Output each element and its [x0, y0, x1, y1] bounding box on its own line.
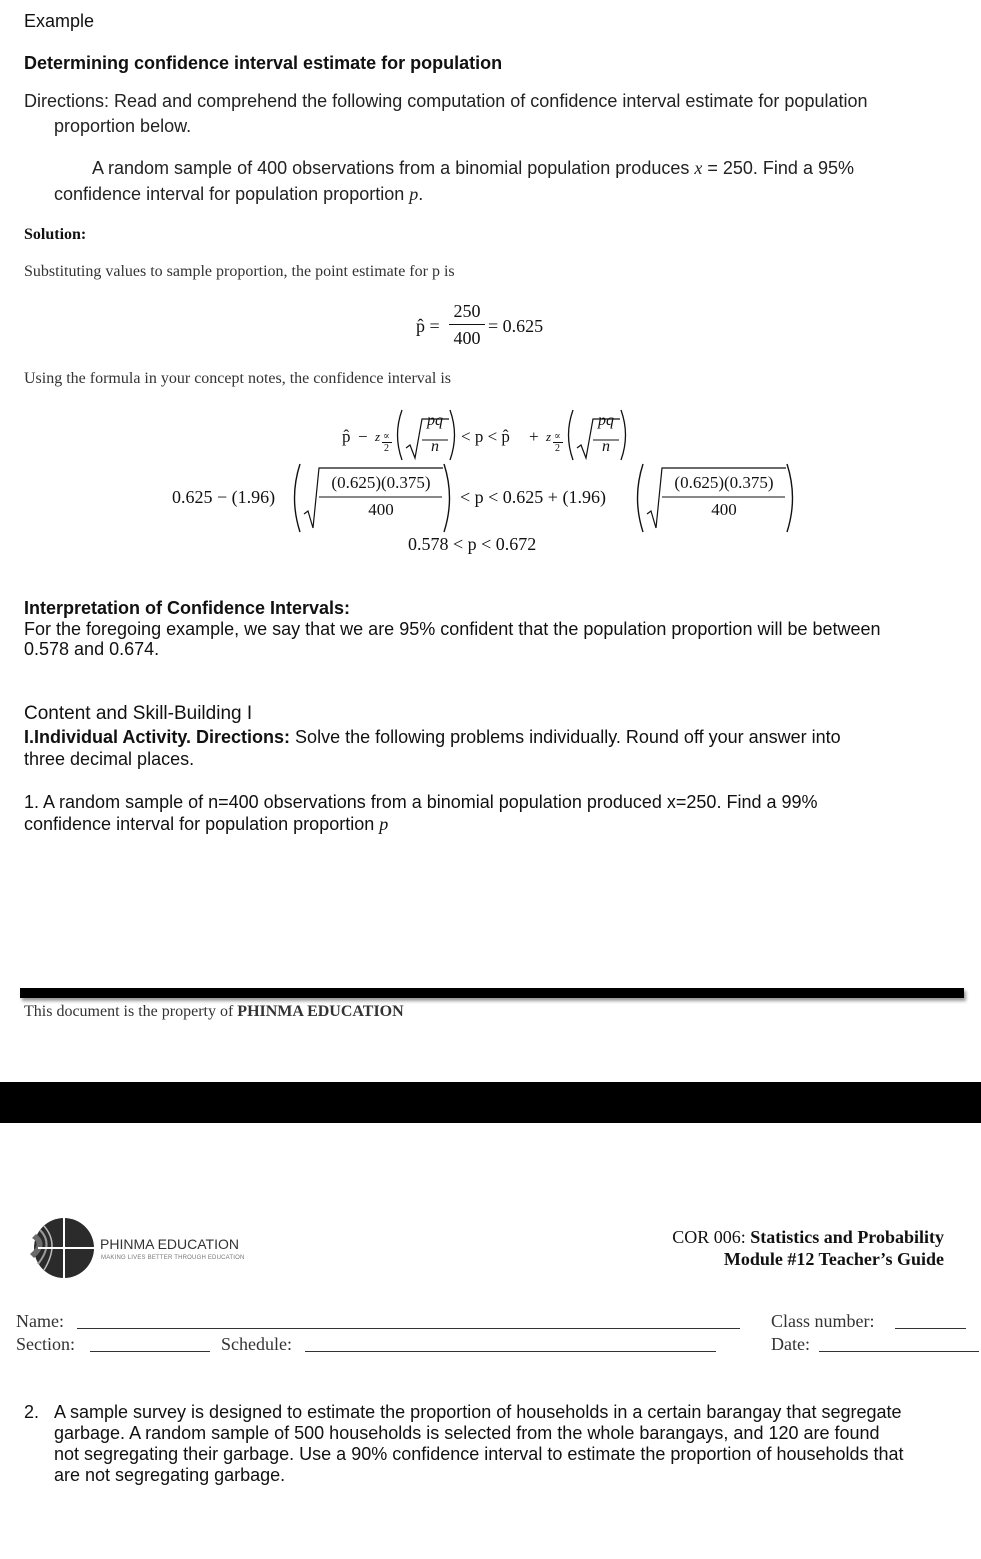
question2-line4: are not segregating garbage. — [54, 1465, 286, 1485]
solution-step2: Using the formula in your concept notes, the confidence interval is — [24, 370, 451, 387]
module-title: Module #12 Teacher’s Guide — [723, 1249, 944, 1269]
formula-pq-left: pq — [427, 412, 443, 429]
interpretation-title: Interpretation of Confidence Intervals: — [24, 598, 351, 618]
substitution-left-prefix: 0.625 − (1.96) — [172, 487, 276, 507]
substitution-denominator-right: 400 — [711, 500, 737, 519]
substitution-middle: < p < 0.625 + (1.96) — [460, 487, 606, 507]
question1-line1: 1. A random sample of n=400 observations from a binomial population produced x=250. Find a 99% — [24, 792, 818, 812]
example-label: Example — [24, 11, 95, 31]
page-separator — [0, 1082, 981, 1123]
phinma-logo-icon — [30, 1214, 94, 1282]
footer-text: This document is the property of PHINMA EDUCATION — [24, 1003, 404, 1020]
problem-line2: confidence interval for population proportion p. — [54, 184, 424, 204]
formula-n-right: n — [602, 438, 610, 455]
question2-line2: garbage. A random sample of 500 households is selected from the whole barangays, and 120 are found — [54, 1423, 880, 1443]
name-label: Name: — [16, 1311, 64, 1331]
point-estimate-result: = 0.625 — [488, 316, 544, 336]
formula-z-right: z — [546, 429, 552, 444]
formula-phat-left: p̂ — [342, 427, 351, 446]
schedule-label: Schedule: — [221, 1334, 292, 1354]
class-number-label: Class number: — [771, 1311, 875, 1331]
question2-line1: A sample survey is designed to estimate the proportion of households in a certain barangay that segregate — [54, 1402, 902, 1422]
section-title: Determining confidence interval estimate for population — [24, 53, 503, 73]
course-title: COR 006: Statistics and Probability — [672, 1227, 944, 1247]
section-label: Section: — [16, 1334, 75, 1354]
directions-line2: proportion below. — [54, 116, 192, 136]
formula-plus: + — [529, 427, 539, 446]
fraction-bar — [449, 324, 485, 325]
logo-name: PHINMA EDUCATION — [100, 1236, 239, 1252]
substitution-numerator-left: (0.625)(0.375) — [331, 473, 431, 492]
formula-n-left: n — [431, 438, 439, 455]
formula-minus: − — [358, 427, 368, 446]
problem-line1: A random sample of 400 observations from a binomial population produces x = 250. Find a 95% — [92, 158, 854, 178]
point-estimate-denominator: 400 — [453, 328, 481, 348]
substitution-numerator-right: (0.625)(0.375) — [674, 473, 774, 492]
date-label: Date: — [771, 1334, 810, 1354]
formula-pq-right: pq — [598, 412, 614, 429]
activity-line1: I.Individual Activity. Directions: Solve the following problems individually. Round off your answer into — [24, 727, 841, 747]
content-heading: Content and Skill-Building I — [24, 703, 253, 724]
interpretation-line2: 0.578 and 0.674. — [24, 639, 160, 659]
activity-line2: three decimal places. — [24, 749, 195, 769]
schedule-field[interactable] — [305, 1334, 716, 1352]
substitution-denominator-left: 400 — [368, 500, 394, 519]
question2-line3: not segregating their garbage. Use a 90% confidence interval to estimate the proportion of households that — [54, 1444, 904, 1464]
date-field[interactable] — [819, 1334, 979, 1352]
section-field[interactable] — [90, 1334, 210, 1352]
class-number-field[interactable] — [895, 1311, 966, 1329]
directions-line1: Directions: Read and comprehend the following computation of confidence interval estimate for population — [24, 91, 868, 111]
point-estimate-lhs: p̂ = — [416, 316, 440, 336]
solution-step1: Substituting values to sample proportion, the point estimate for p is — [24, 263, 455, 280]
point-estimate-numerator: 250 — [453, 301, 481, 321]
formula-middle: < p < p̂ — [461, 427, 510, 446]
formula-z-left: z — [375, 429, 381, 444]
name-field[interactable] — [77, 1311, 740, 1329]
question1-line2: confidence interval for population proportion p — [24, 814, 389, 834]
result-interval: 0.578 < p < 0.672 — [408, 534, 537, 554]
formula-alpha-right: ∝ — [554, 431, 561, 442]
solution-label: Solution: — [24, 226, 87, 243]
formula-alpha-left: ∝ — [383, 431, 390, 442]
formula-two-left: 2 — [384, 443, 389, 454]
logo-tagline: MAKING LIVES BETTER THROUGH EDUCATION — [101, 1255, 245, 1261]
question2-number: 2. — [24, 1402, 40, 1422]
formula-two-right: 2 — [555, 443, 560, 454]
footer-divider — [20, 988, 964, 998]
interpretation-line1: For the foregoing example, we say that we are 95% confident that the population proportion will be between — [24, 619, 881, 639]
